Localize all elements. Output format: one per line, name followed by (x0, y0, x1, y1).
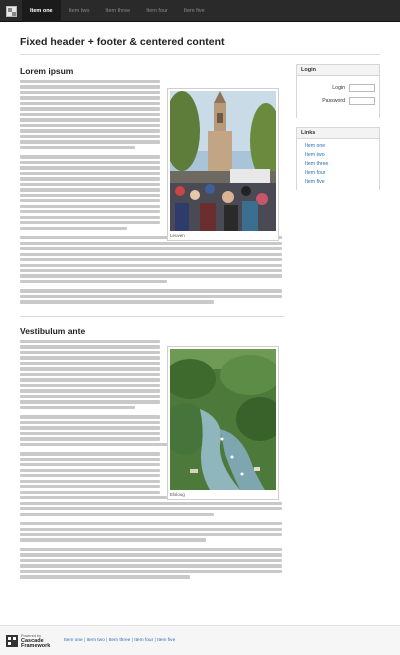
footer-link-item-one[interactable]: Item one (64, 638, 83, 643)
figure-caption: Leuven (170, 233, 185, 238)
text-line (20, 269, 282, 272)
password-label: Password (322, 98, 345, 104)
text-line (20, 389, 160, 392)
text-line (20, 474, 160, 477)
password-input[interactable] (349, 97, 375, 105)
nav-item-two[interactable]: Item two (68, 8, 90, 14)
text-line (20, 289, 282, 292)
footer-link-item-four[interactable]: Item four (134, 638, 154, 643)
footer-separator: | (154, 638, 156, 643)
text-line (20, 548, 282, 551)
text-line (20, 221, 160, 224)
text-line (20, 172, 160, 175)
text-line (20, 205, 160, 208)
text-line (20, 274, 282, 277)
text-line (20, 426, 160, 429)
sidebar-link-item-five[interactable]: Item five (305, 179, 325, 185)
section-heading: Lorem ipsum (20, 66, 74, 76)
text-line (20, 118, 160, 121)
text-line (20, 253, 282, 256)
leuven-photo (170, 91, 276, 231)
text-line (20, 400, 160, 403)
text-line (20, 199, 160, 202)
text-line (20, 91, 160, 94)
fixed-header (0, 0, 400, 22)
text-line (20, 146, 135, 149)
login-heading: Login (297, 65, 379, 76)
sidebar-link-item-two[interactable]: Item two (305, 152, 325, 158)
text-line (20, 129, 160, 132)
text-line (20, 210, 160, 213)
figure-caption: Elsloog (170, 492, 185, 497)
text-line (20, 491, 160, 494)
text-line (20, 480, 160, 483)
text-line (20, 421, 160, 424)
login-label: Login (332, 85, 345, 91)
sidebar-link-item-four[interactable]: Item four (305, 170, 326, 176)
elsloog-photo (170, 349, 276, 490)
text-line (20, 513, 214, 516)
text-line (20, 415, 160, 418)
text-line (20, 443, 190, 446)
text-line (20, 102, 160, 105)
text-line (20, 362, 160, 365)
login-box (296, 64, 380, 118)
links-box (296, 127, 380, 190)
text-line (20, 485, 160, 488)
text-line (20, 406, 135, 409)
text-line (20, 300, 214, 303)
footer-link-item-two[interactable]: Item two (86, 638, 105, 643)
text-line (20, 458, 160, 461)
text-line (20, 280, 167, 283)
sidebar-link-item-three[interactable]: Item three (305, 161, 329, 167)
text-line (20, 559, 282, 562)
text-line (20, 135, 160, 138)
powered-by-label: Powered by (21, 634, 42, 638)
text-line (20, 564, 282, 567)
page-title: Fixed header + footer & centered content (20, 36, 225, 48)
text-line (20, 452, 160, 455)
text-line (20, 570, 282, 573)
text-line (20, 177, 160, 180)
text-line (20, 188, 160, 191)
text-line (20, 437, 160, 440)
text-line (20, 96, 160, 99)
text-line (20, 140, 160, 143)
text-line (20, 264, 282, 267)
text-line (20, 351, 160, 354)
powered-by-text (21, 634, 50, 650)
text-line (20, 295, 282, 298)
sidebar-link-item-one[interactable]: Item one (305, 143, 326, 149)
text-line (20, 533, 282, 536)
brand-line-2: Framework (21, 643, 51, 649)
nav-item-three[interactable]: Item three (105, 8, 131, 14)
text-line (20, 183, 160, 186)
text-line (20, 378, 160, 381)
section-divider (20, 316, 285, 317)
text-line (20, 496, 167, 499)
text-line (20, 258, 282, 261)
photo-figure-leuven (167, 88, 279, 241)
login-input[interactable] (349, 84, 375, 92)
text-line (20, 463, 160, 466)
text-line (20, 242, 282, 245)
text-line (20, 340, 160, 343)
footer-separator: | (131, 638, 133, 643)
text-line (20, 522, 282, 525)
main-nav (22, 0, 213, 22)
links-heading: Links (297, 128, 379, 139)
text-line (20, 345, 160, 348)
fixed-footer (0, 625, 400, 655)
cascade-framework-logo-icon[interactable] (6, 635, 18, 647)
site-logo-icon[interactable] (6, 6, 17, 17)
links-list (297, 139, 379, 191)
title-divider (20, 54, 380, 55)
text-line (20, 373, 160, 376)
text-line (20, 367, 160, 370)
text-line (20, 553, 282, 556)
text-line (20, 247, 282, 250)
text-line (20, 161, 160, 164)
text-line (20, 107, 160, 110)
text-line (20, 502, 282, 505)
text-line (20, 507, 282, 510)
text-line (20, 227, 127, 230)
footer-separator: | (106, 638, 108, 643)
text-line (20, 80, 160, 83)
footer-link-item-five[interactable]: Item five (157, 638, 176, 643)
footer-links (64, 638, 175, 643)
text-line (20, 216, 160, 219)
photo-figure-elsloog (167, 346, 279, 500)
text-line (20, 432, 160, 435)
text-line (20, 194, 160, 197)
text-line (20, 356, 160, 359)
nav-item-one[interactable]: Item one (22, 0, 61, 22)
text-line (20, 113, 160, 116)
text-line (20, 124, 160, 127)
footer-separator: | (84, 638, 86, 643)
text-line (20, 166, 160, 169)
text-line (20, 469, 160, 472)
brand-line-1: Cascade (21, 637, 44, 644)
nav-item-four[interactable]: Item four (146, 8, 168, 14)
text-line (20, 85, 160, 88)
footer-link-item-three[interactable]: Item three (108, 638, 131, 643)
text-line (20, 155, 160, 158)
text-line (20, 528, 282, 531)
section-heading: Vestibulum ante (20, 326, 86, 336)
nav-item-five[interactable]: Item five (183, 8, 205, 14)
text-line (20, 395, 160, 398)
text-line (20, 384, 160, 387)
text-line (20, 538, 206, 541)
text-line (20, 575, 190, 578)
